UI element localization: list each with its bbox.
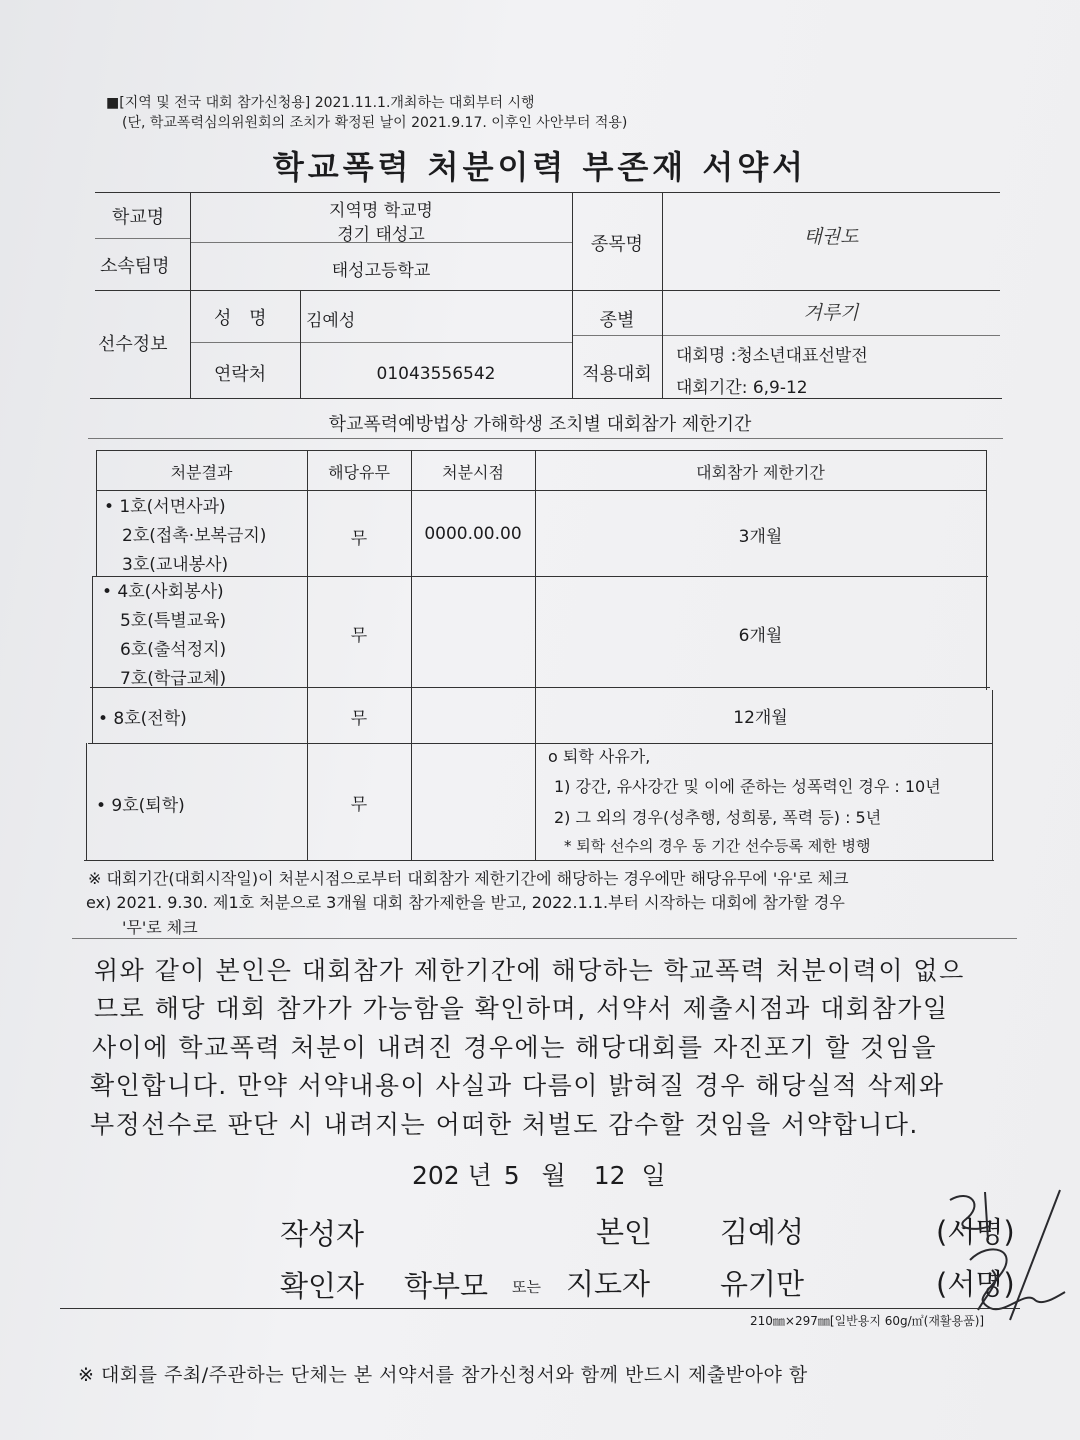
col-header-period: 대회참가 제한기간 xyxy=(696,463,825,482)
meet-name: 대회명 :청소년대표선발전 xyxy=(676,346,868,366)
confirmer-sign-label: (서명) xyxy=(936,1267,1015,1301)
row4-period-line4: * 퇴학 선수의 경우 동 기간 선수등록 제한 병행 xyxy=(564,837,871,855)
school-name-value: 경기 태성고 xyxy=(337,225,425,245)
writer-label: 작성자 xyxy=(280,1217,365,1251)
row2-item3: 6호(출석정지) xyxy=(120,640,227,660)
date-day: 12 xyxy=(593,1161,626,1190)
row4-applicable: 무 xyxy=(350,795,368,815)
self-label: 본인 xyxy=(596,1215,653,1249)
document-title: 학교폭력 처분이력 부존재 서약서 xyxy=(272,148,808,186)
row1-applicable: 무 xyxy=(350,529,368,549)
coach-label: 지도자 xyxy=(566,1267,651,1301)
event-value: 태권도 xyxy=(803,226,859,248)
apply-meet-label: 적용대회 xyxy=(582,364,652,385)
row4-period-line3: 2) 그 외의 경우(성추행, 성희롱, 폭력 등) : 5년 xyxy=(554,808,882,827)
header-line-1: ■[지역 및 전국 대회 참가신청용] 2021.11.1.개최하는 대회부터 시행 xyxy=(106,95,535,111)
row1-period: 3개월 xyxy=(738,527,783,547)
player-info-label: 선수정보 xyxy=(98,334,168,355)
paper-spec: 210㎜×297㎜[일반용지 60g/㎡(재활용품)] xyxy=(750,1314,985,1328)
row2-item1: • 4호(사회봉사) xyxy=(102,582,224,602)
contact-value: 01043556542 xyxy=(376,364,496,384)
pledge-line-1: 위와 같이 본인은 대회참가 제한기간에 해당하는 학교폭력 처분이력이 없으 xyxy=(94,956,965,985)
row2-period: 6개월 xyxy=(738,626,783,646)
note-line-2: ex) 2021. 9.30. 제1호 처분으로 3개월 대회 참가제한을 받고, 2022.1.1.부터 시작하는 대회에 참가할 경우 xyxy=(86,893,845,912)
type-value: 겨루기 xyxy=(803,302,859,324)
type-label: 종별 xyxy=(599,310,635,331)
writer-sign-label: (서명) xyxy=(936,1215,1015,1249)
or-label: 또는 xyxy=(512,1278,541,1296)
row2-item4: 7호(학급교체) xyxy=(120,669,227,689)
team-name-value: 태성고등학교 xyxy=(331,261,431,281)
note-line-1: ※ 대회기간(대회시작일)이 처분시점으로부터 대회참가 제한기간에 해당하는 경우에만 해당유무에 '유'로 체크 xyxy=(88,869,849,888)
col-header-result: 처분결과 xyxy=(170,463,233,482)
school-label: 학교명 xyxy=(112,207,165,228)
name-value: 김예성 xyxy=(306,311,356,331)
row3-period: 12개월 xyxy=(733,708,788,728)
contact-label: 연락처 xyxy=(214,364,267,385)
pledge-line-4: 확인합니다. 만약 서약내용이 사실과 다름이 밝혀질 경우 해당실적 삭제와 xyxy=(90,1071,945,1100)
pledge-line-2: 므로 해당 대회 참가가 가능함을 확인하며, 서약서 제출시점과 대회참가일 xyxy=(94,994,949,1023)
date-year: 202 년 xyxy=(412,1161,492,1190)
note-line-3: '무'로 체크 xyxy=(122,918,198,937)
date-line xyxy=(412,1156,666,1192)
pledge-line-3: 사이에 학교폭력 처분이 내려진 경우에는 해당대회를 자진포기 할 것임을 xyxy=(92,1033,938,1062)
row4-period-line2: 1) 강간, 유사강간 및 이에 준하는 성폭력인 경우 : 10년 xyxy=(554,777,941,796)
row4-period-line1: o 퇴학 사유가, xyxy=(548,747,651,766)
date-month: 5 xyxy=(503,1161,520,1190)
writer-name: 김예성 xyxy=(720,1215,805,1249)
meet-period: 대회기간: 6,9-12 xyxy=(676,378,808,398)
col-header-date: 처분시점 xyxy=(442,463,504,482)
confirmer-name: 유기만 xyxy=(720,1267,805,1301)
date-day-label: 일 xyxy=(641,1161,666,1190)
date-month-label: 월 xyxy=(541,1161,566,1190)
pledge-line-5: 부정선수로 판단 시 내려지는 어떠한 처벌도 감수할 것임을 서약합니다. xyxy=(90,1110,919,1139)
confirmer-label: 확인자 xyxy=(280,1269,365,1303)
row1-date: 0000.00.00 xyxy=(424,524,522,544)
school-sublabel: 지역명 학교명 xyxy=(329,201,433,221)
row4-item1: • 9호(퇴학) xyxy=(96,796,185,816)
row1-item1: • 1호(서면사과) xyxy=(104,497,226,517)
row2-item2: 5호(특별교육) xyxy=(120,611,227,631)
parent-label: 학부모 xyxy=(404,1269,489,1303)
event-label: 종목명 xyxy=(590,234,644,255)
row2-applicable: 무 xyxy=(350,626,368,646)
col-header-applicable: 해당유무 xyxy=(328,463,390,482)
row3-applicable: 무 xyxy=(350,709,368,729)
name-label: 성 명 xyxy=(214,308,273,329)
row1-item2: 2호(접촉·보복금지) xyxy=(122,526,267,546)
row3-item1: • 8호(전학) xyxy=(98,709,187,729)
row1-item3: 3호(교내봉사) xyxy=(122,555,229,575)
restriction-title: 학교폭력예방법상 가해학생 조치별 대회참가 제한기간 xyxy=(328,414,752,435)
team-label: 소속팀명 xyxy=(100,256,170,277)
header-line-2: (단, 학교폭력심의위원회의 조치가 확정된 날이 2021.9.17. 이후인 사안부터 적용) xyxy=(122,115,628,131)
footer-note: ※ 대회를 주최/주관하는 단체는 본 서약서를 참가신청서와 함께 반드시 제출받아야 함 xyxy=(78,1364,808,1386)
